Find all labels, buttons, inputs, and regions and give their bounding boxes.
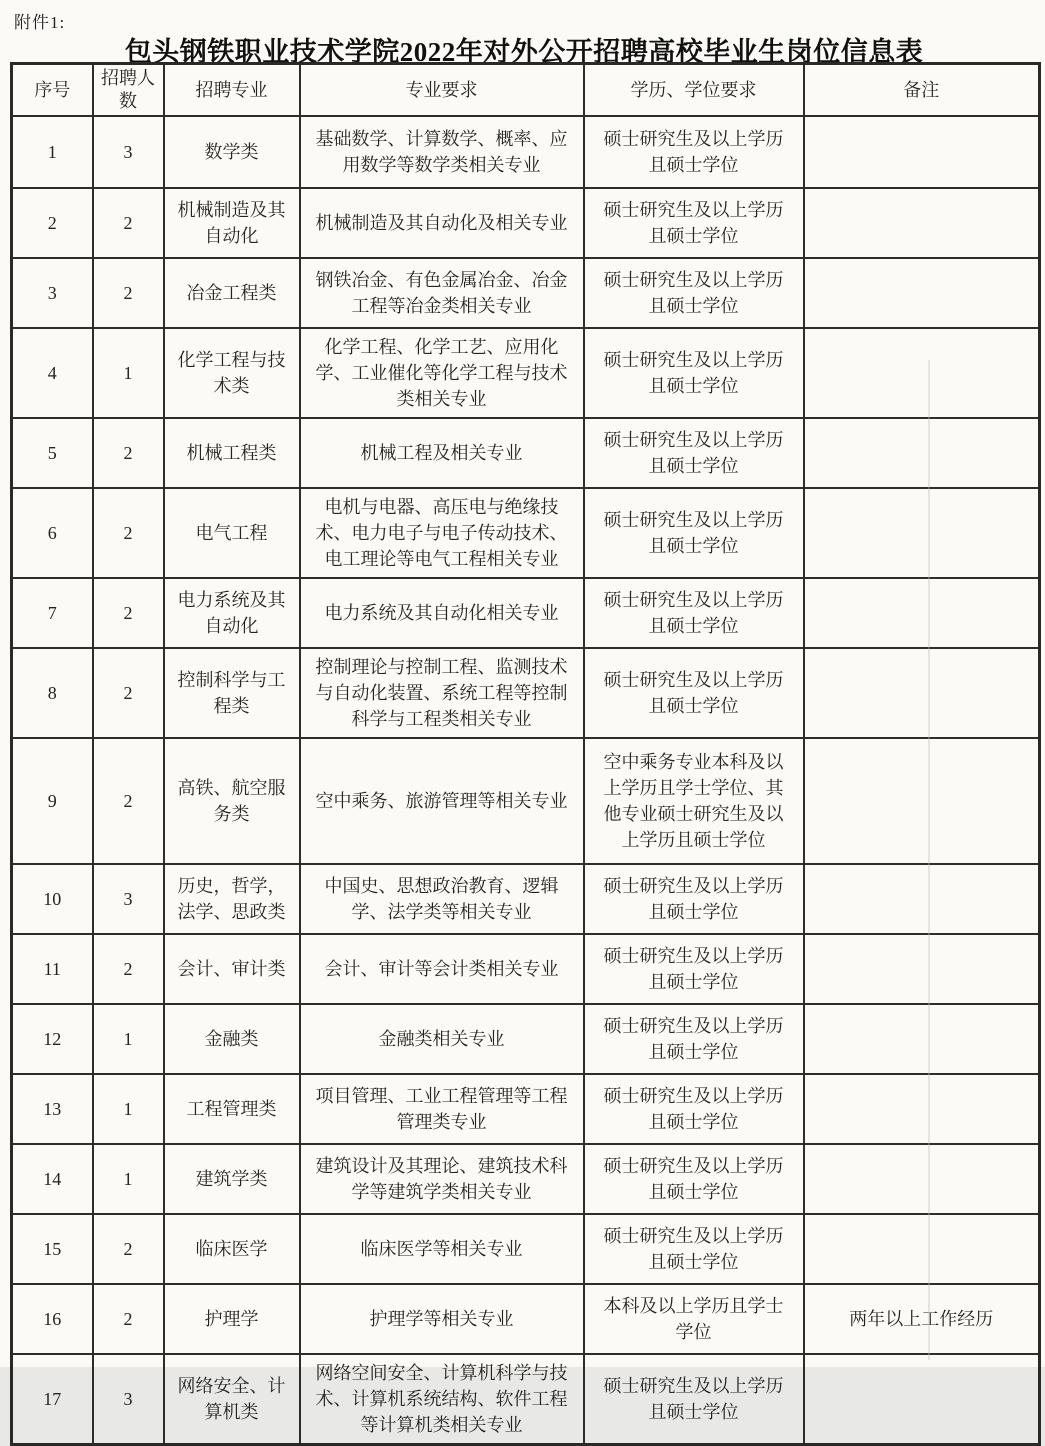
cell-requirement: 空中乘务、旅游管理等相关专业: [300, 738, 584, 864]
cell-major: 会计、审计类: [164, 934, 300, 1004]
cell-count: 2: [93, 934, 164, 1004]
cell-count: 2: [93, 738, 164, 864]
cell-note: [804, 258, 1040, 328]
cell-requirement: 控制理论与控制工程、监测技术与自动化装置、系统工程等控制科学与工程类相关专业: [300, 648, 584, 738]
cell-count: 1: [93, 1074, 164, 1144]
cell-count: 2: [93, 258, 164, 328]
cell-count: 3: [93, 864, 164, 934]
table-row: [12, 864, 1040, 934]
cell-note: [804, 1144, 1040, 1214]
cell-index: 1: [12, 116, 93, 188]
cell-education: 空中乘务专业本科及以上学历且学士学位、其他专业硕士研究生及以上学历且硕士学位: [584, 738, 804, 864]
cell-index: 8: [12, 648, 93, 738]
table-row: [12, 328, 1040, 418]
cell-note: [804, 1354, 1040, 1445]
cell-requirement: 护理学等相关专业: [300, 1284, 584, 1354]
cell-major: 工程管理类: [164, 1074, 300, 1144]
cell-count: 1: [93, 1004, 164, 1074]
table-row: [12, 1144, 1040, 1214]
cell-education: 硕士研究生及以上学历且硕士学位: [584, 328, 804, 418]
cell-major: 高铁、航空服务类: [164, 738, 300, 864]
table-row: [12, 934, 1040, 1004]
cell-index: 16: [12, 1284, 93, 1354]
header-count: 招聘人数: [93, 64, 164, 117]
cell-requirement: 机械制造及其自动化及相关专业: [300, 188, 584, 258]
cell-requirement: 基础数学、计算数学、概率、应用数学等数学类相关专业: [300, 116, 584, 188]
cell-major: 电力系统及其自动化: [164, 578, 300, 648]
positions-table: [10, 62, 1041, 1446]
header-requirement: 专业要求: [300, 64, 584, 117]
cell-major: 机械制造及其自动化: [164, 188, 300, 258]
cell-count: 1: [93, 1144, 164, 1214]
cell-requirement: 临床医学等相关专业: [300, 1214, 584, 1284]
table-row: [12, 418, 1040, 488]
table-row: [12, 258, 1040, 328]
header-row: [12, 64, 1040, 117]
cell-education: 硕士研究生及以上学历且硕士学位: [584, 1074, 804, 1144]
cell-education: 硕士研究生及以上学历且硕士学位: [584, 188, 804, 258]
cell-note: [804, 934, 1040, 1004]
cell-requirement: 钢铁冶金、有色金属冶金、冶金工程等冶金类相关专业: [300, 258, 584, 328]
cell-count: 3: [93, 1354, 164, 1445]
cell-index: 4: [12, 328, 93, 418]
cell-index: 12: [12, 1004, 93, 1074]
cell-requirement: 电力系统及其自动化相关专业: [300, 578, 584, 648]
cell-major: 冶金工程类: [164, 258, 300, 328]
cell-count: 2: [93, 578, 164, 648]
table-row: [12, 738, 1040, 864]
cell-major: 临床医学: [164, 1214, 300, 1284]
cell-major: 护理学: [164, 1284, 300, 1354]
cell-requirement: 网络空间安全、计算机科学与技术、计算机系统结构、软件工程等计算机类相关专业: [300, 1354, 584, 1445]
cell-major: 历史，哲学，法学、思政类: [164, 864, 300, 934]
cell-requirement: 建筑设计及其理论、建筑技术科学等建筑学类相关专业: [300, 1144, 584, 1214]
cell-education: 硕士研究生及以上学历且硕士学位: [584, 1214, 804, 1284]
cell-education: 本科及以上学历且学士学位: [584, 1284, 804, 1354]
cell-index: 2: [12, 188, 93, 258]
table-row: [12, 578, 1040, 648]
table-row: [12, 188, 1040, 258]
table-row: [12, 1214, 1040, 1284]
document-title: 包头钢铁职业技术学院2022年对外公开招聘高校毕业生岗位信息表: [124, 37, 924, 67]
cell-education: 硕士研究生及以上学历且硕士学位: [584, 1004, 804, 1074]
cell-note: [804, 188, 1040, 258]
cell-requirement: 会计、审计等会计类相关专业: [300, 934, 584, 1004]
attachment-label: 附件1:: [14, 13, 66, 32]
cell-education: 硕士研究生及以上学历且硕士学位: [584, 1354, 804, 1445]
header-index: 序号: [12, 64, 93, 117]
cell-count: 2: [93, 648, 164, 738]
cell-requirement: 金融类相关专业: [300, 1004, 584, 1074]
cell-requirement: 化学工程、化学工艺、应用化学、工业催化等化学工程与技术类相关专业: [300, 328, 584, 418]
cell-major: 数学类: [164, 116, 300, 188]
cell-education: 硕士研究生及以上学历且硕士学位: [584, 488, 804, 578]
cell-major: 金融类: [164, 1004, 300, 1074]
cell-note: [804, 1074, 1040, 1144]
table-row: [12, 648, 1040, 738]
cell-major: 机械工程类: [164, 418, 300, 488]
cell-note: [804, 116, 1040, 188]
cell-index: 17: [12, 1354, 93, 1445]
cell-education: 硕士研究生及以上学历且硕士学位: [584, 418, 804, 488]
header-education: 学历、学位要求: [584, 64, 804, 117]
cell-index: 11: [12, 934, 93, 1004]
cell-note: [804, 738, 1040, 864]
cell-count: 3: [93, 116, 164, 188]
cell-major: 电气工程: [164, 488, 300, 578]
cell-education: 硕士研究生及以上学历且硕士学位: [584, 1144, 804, 1214]
table-header: [12, 64, 1040, 117]
cell-index: 5: [12, 418, 93, 488]
cell-count: 2: [93, 188, 164, 258]
cell-note: [804, 648, 1040, 738]
cell-note: [804, 418, 1040, 488]
cell-education: 硕士研究生及以上学历且硕士学位: [584, 648, 804, 738]
cell-education: 硕士研究生及以上学历且硕士学位: [584, 864, 804, 934]
cell-index: 10: [12, 864, 93, 934]
table-body: [12, 116, 1040, 1445]
cell-major: 建筑学类: [164, 1144, 300, 1214]
table-row: [12, 1354, 1040, 1445]
cell-index: 15: [12, 1214, 93, 1284]
cell-major: 化学工程与技术类: [164, 328, 300, 418]
cell-requirement: 中国史、思想政治教育、逻辑学、法学类等相关专业: [300, 864, 584, 934]
cell-requirement: 机械工程及相关专业: [300, 418, 584, 488]
cell-education: 硕士研究生及以上学历且硕士学位: [584, 258, 804, 328]
cell-index: 13: [12, 1074, 93, 1144]
cell-education: 硕士研究生及以上学历且硕士学位: [584, 934, 804, 1004]
cell-index: 9: [12, 738, 93, 864]
table-row: [12, 1284, 1040, 1354]
table-row: [12, 488, 1040, 578]
cell-major: 控制科学与工程类: [164, 648, 300, 738]
table-row: [12, 116, 1040, 188]
cell-note: [804, 1214, 1040, 1284]
cell-note: [804, 864, 1040, 934]
cell-requirement: 电机与电器、高压电与绝缘技术、电力电子与电子传动技术、电工理论等电气工程相关专业: [300, 488, 584, 578]
header-major: 招聘专业: [164, 64, 300, 117]
table-row: [12, 1074, 1040, 1144]
cell-count: 2: [93, 488, 164, 578]
cell-index: 3: [12, 258, 93, 328]
cell-count: 2: [93, 1284, 164, 1354]
table-row: [12, 1004, 1040, 1074]
cell-note: 两年以上工作经历: [804, 1284, 1040, 1354]
cell-count: 2: [93, 418, 164, 488]
cell-major: 网络安全、计算机类: [164, 1354, 300, 1445]
cell-note: [804, 488, 1040, 578]
cell-note: [804, 1004, 1040, 1074]
header-note: 备注: [804, 64, 1040, 117]
cell-index: 7: [12, 578, 93, 648]
cell-count: 2: [93, 1214, 164, 1284]
cell-education: 硕士研究生及以上学历且硕士学位: [584, 116, 804, 188]
cell-education: 硕士研究生及以上学历且硕士学位: [584, 578, 804, 648]
cell-note: [804, 328, 1040, 418]
cell-count: 1: [93, 328, 164, 418]
cell-requirement: 项目管理、工业工程管理等工程管理类专业: [300, 1074, 584, 1144]
cell-index: 14: [12, 1144, 93, 1214]
cell-note: [804, 578, 1040, 648]
cell-index: 6: [12, 488, 93, 578]
